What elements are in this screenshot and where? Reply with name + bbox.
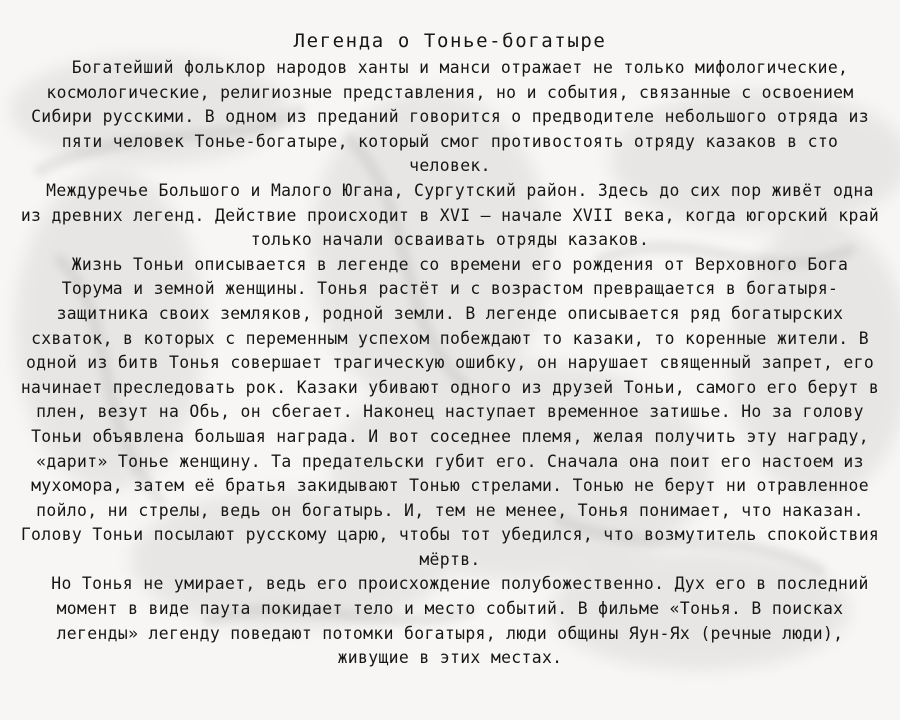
document-title: Легенда о Тонье-богатыре xyxy=(293,30,607,52)
paragraph-4: Но Тонья не умирает, ведь его происхождение полубожественно. Дух его в последний момент в виде паута покидает тело и место событий. В фильме «Тонья. В поисках легенды» легенду поведают потомки богатыря, люди общины Яун-Ях (речные люди), живущие в этих местах. xyxy=(51,574,869,668)
paragraph-2: Междуречье Большого и Малого Югана, Сургутский район. Здесь до сих пор живёт одна из древних легенд. Действие происходит в XVI — начале XVII века, когда югорский край только начали осваивать отряды казаков. xyxy=(20,180,880,250)
paragraph-3: Жизнь Тоньи описывается в легенде со времени его рождения от Верховного Бога Торума и земной женщины. Тонья растёт и с возрастом превращается в богатыря-защитника своих земляков, родной земли. В легенде описывается ряд богатырских схваток, в которых с переменным успехом побеждают то казаки, то коренные жители. В одной из битв Тонья совершает трагическую ошибку, он нарушает священный запрет, его начинает преследовать рок. Казаки убивают одного из друзей Тоньи, самого его берут в плен, везут на Обь, он сбегает. Наконец наступает временное затишье. Но за голову Тоньи объявлена большая награда. И вот соседнее племя, желая получить эту награду, «дарит» Тонье женщину. Та предательски губит его. Сначала она поит его настоем из мухомора, затем её братья закидывают Тонью стрелами. Тонью не берут ни отравленное пойло, ни стрелы, ведь он богатырь. И, тем не менее, Тонья понимает, что наказан. Голову Тоньи посылают русскому царю, чтобы тот убедился, что возмутитель спокойствия мёртв. xyxy=(20,254,880,569)
paragraph-1: Богатейший фольклор народов ханты и манси отражает не только мифологические, космологические, религиозные представления, но и события, связанные с освоением Сибири русскими. В одном из преданий говорится о предводителе небольшого отряда из пяти человек Тонье-богатыре, который смог противостоять отряду казаков в сто человек. xyxy=(31,58,869,176)
